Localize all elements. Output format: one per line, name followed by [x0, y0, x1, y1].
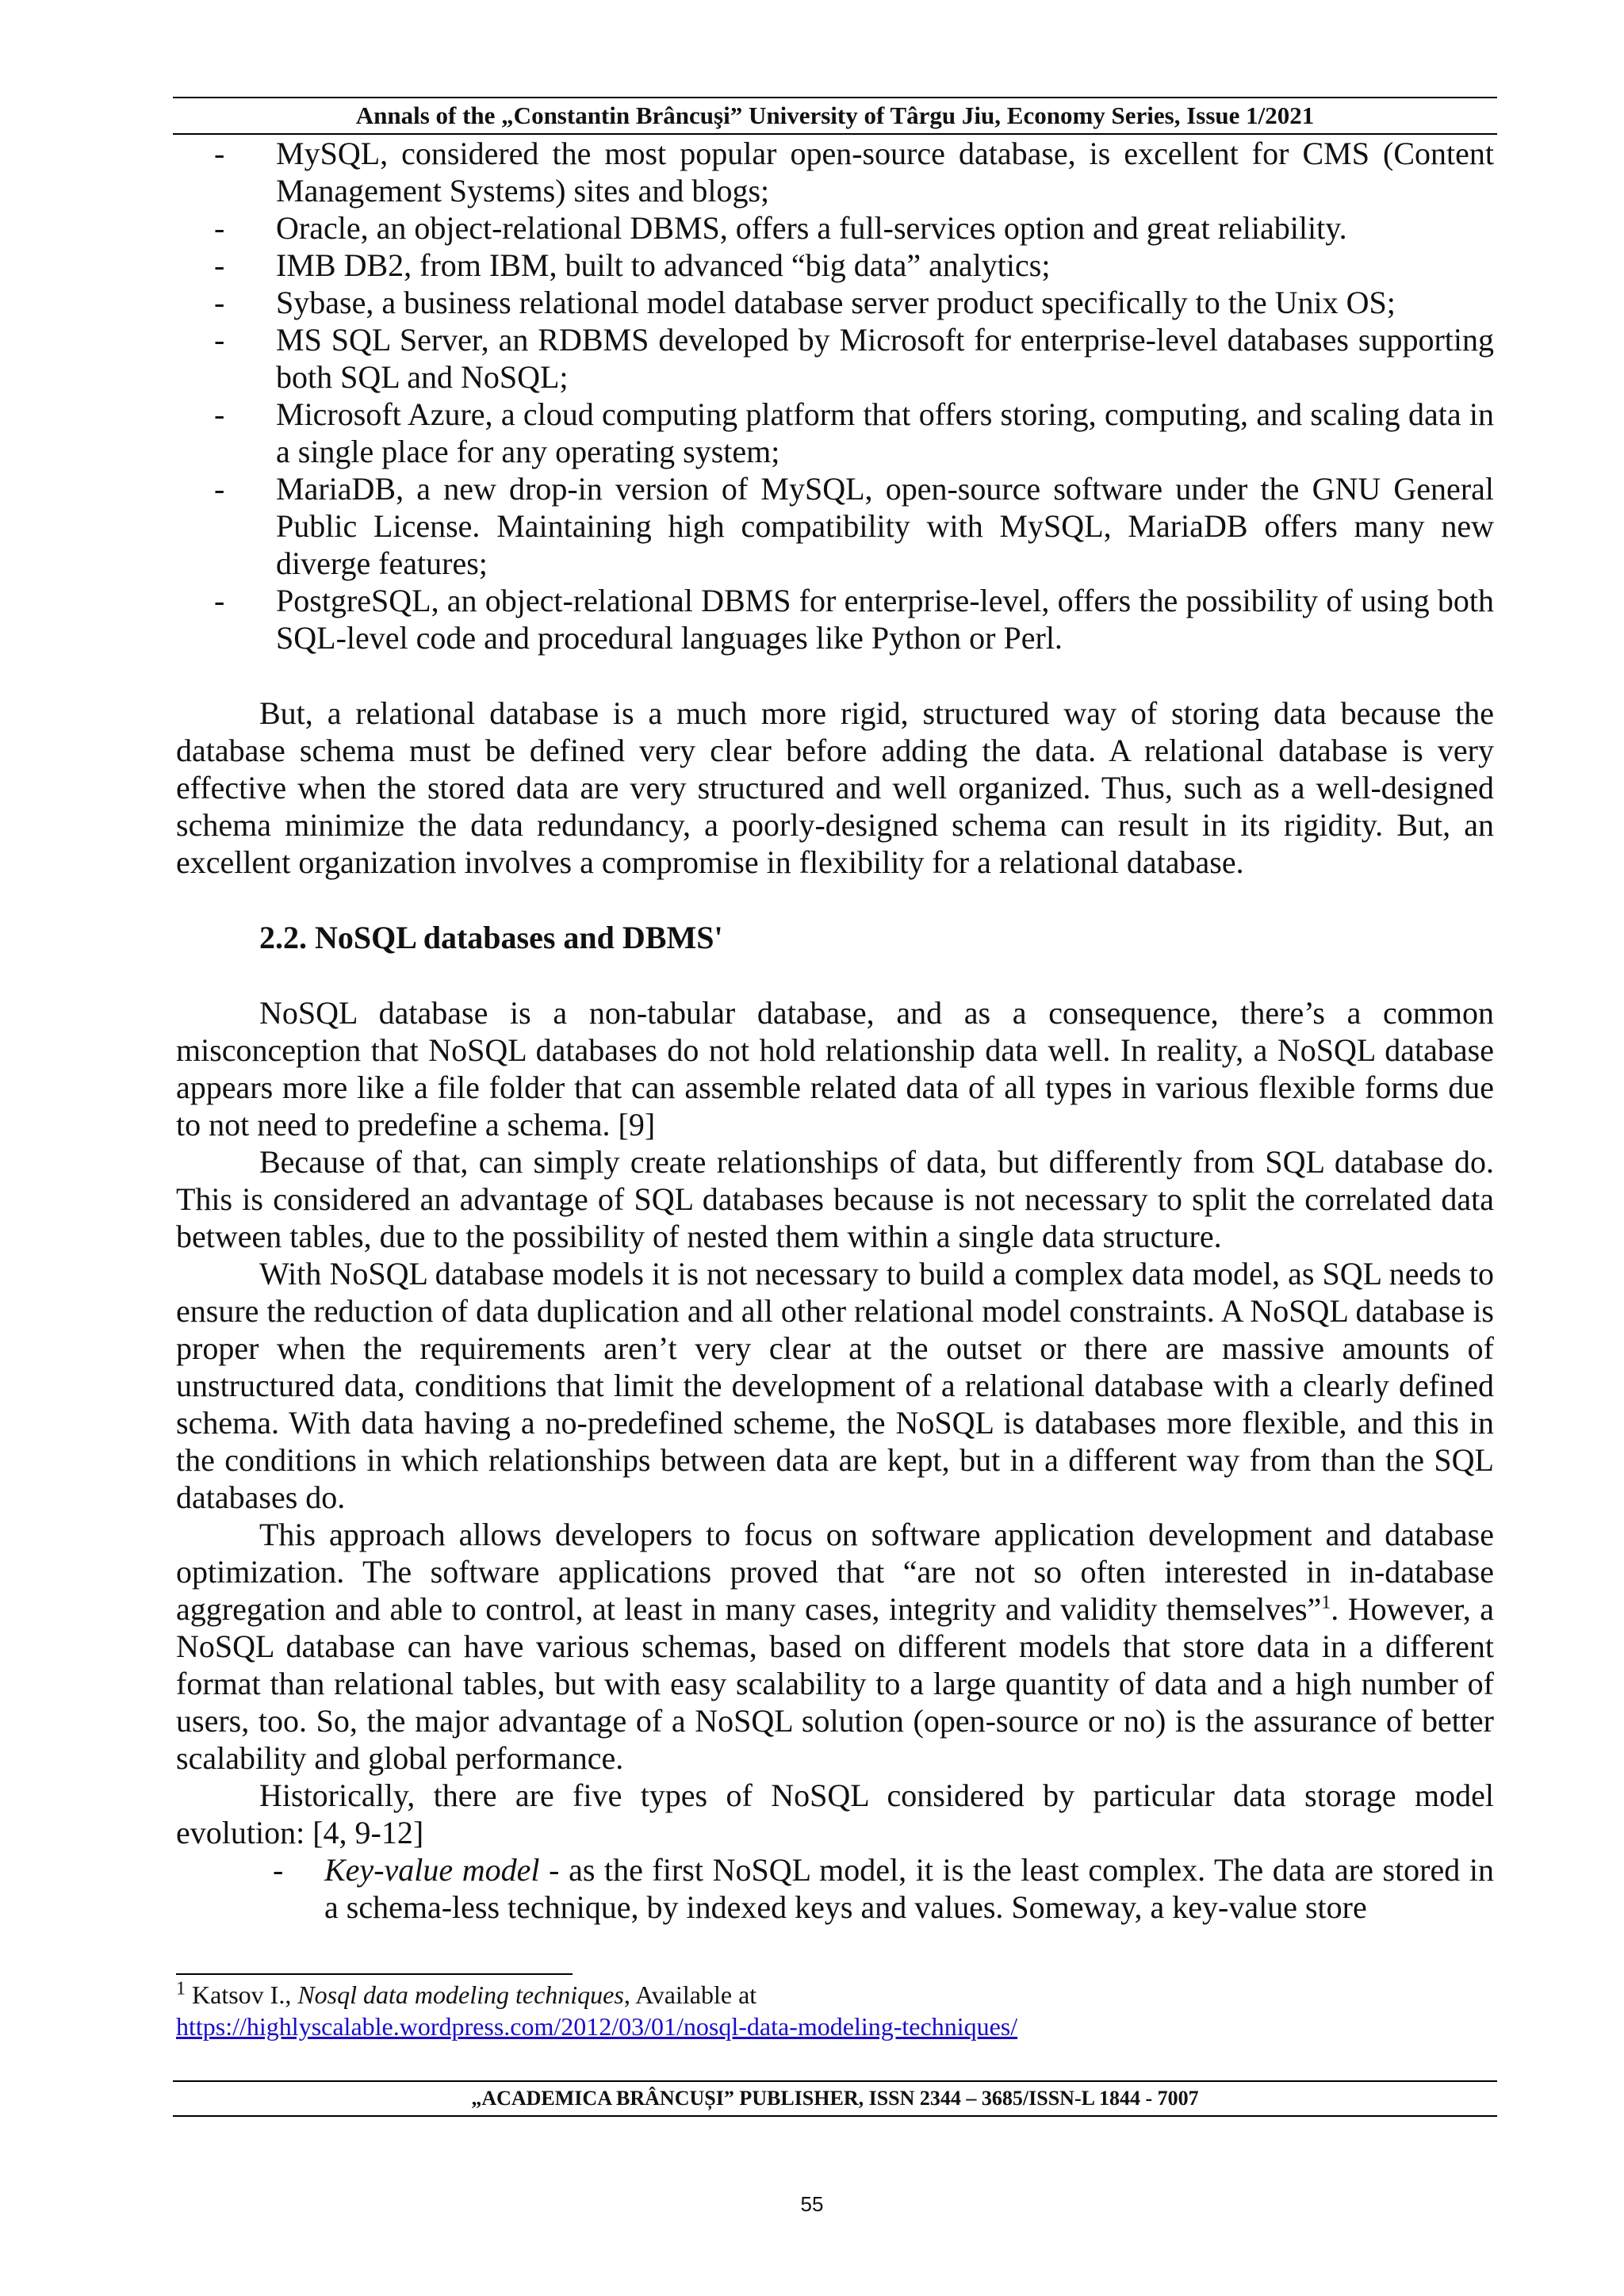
list-item: - MySQL, considered the most popular open-source database, is excellent for CMS (Content Management Systems) sites and blogs;: [214, 136, 1494, 209]
section-heading: 2.2. NoSQL databases and DBMS': [259, 920, 723, 955]
body-text: [176, 135, 1494, 1926]
list-dash: -: [214, 322, 225, 358]
running-footer: „ACADEMICA BRÂNCUȘI” PUBLISHER, ISSN 2344 – 3685/ISSN-L 1844 - 7007: [173, 2080, 1497, 2117]
list-dash: -: [214, 583, 225, 618]
page-number: 55: [800, 2192, 824, 2216]
footnote-rule: [176, 1973, 573, 1975]
list-item: - IMB DB2, from IBM, built to advanced “big data” analytics;: [214, 247, 1051, 283]
list-item: - PostgreSQL, an object-relational DBMS for enterprise-level, offers the possibility of using both SQL-level code and procedural languages like Python or Perl.: [214, 583, 1494, 656]
footnote-reference[interactable]: 1: [1321, 1592, 1331, 1613]
paragraph-nosql-3: With NoSQL database models it is not necessary to build a complex data model, as SQL needs to ensure the reduction of data duplication and all other relational model constraints. A NoSQL database is proper when the requirements aren’t very clear at the outset or there are massive amounts of unstructured data, conditions that limit the development of a relational database with a clearly defined schema. With data having a no-predefined scheme, the NoSQL is databases more flexible, and this in the conditions in which relationships between data are kept, but in a different way from than the SQL databases do.: [176, 1256, 1494, 1515]
list-dash: -: [214, 247, 225, 283]
list-dash: -: [214, 471, 225, 507]
paragraph-relational: But, a relational database is a much more rigid, structured way of storing data because the database schema must be defined very clear before adding the data. A relational database is very effective when the stored data are very structured and well organized. Thus, such as a well-designed schema minimize the data redundancy, a poorly-designed schema can result in its rigidity. But, an excellent organization involves a compromise in flexibility for a relational database.: [176, 695, 1494, 880]
list-item: - Sybase, a business relational model database server product specifically to the Unix OS;: [214, 285, 1396, 320]
list-dash: -: [214, 285, 225, 320]
footnote: $^1$ Katsov I., Nosql data modeling techniques, Available at https://highlyscalable.wordpress.com/2012/03/01/nosql-data-modeling-techniques/: [176, 1978, 1018, 2041]
list-dash: -: [214, 136, 225, 171]
nosql-models-list: [176, 1851, 1494, 1926]
list-dash: -: [214, 396, 225, 432]
list-dash: -: [273, 1852, 284, 1888]
footnote-number: 1: [176, 1978, 186, 1999]
running-header: Annals of the „Constantin Brâncuşi” University of Târgu Jiu, Economy Series, Issue 1/2021: [173, 97, 1497, 135]
paragraph-nosql-2: Because of that, can simply create relationships of data, but differently from SQL database do. This is considered an advantage of SQL databases because is not necessary to split the correlated data between tables, due to the possibility of nested them within a single data structure.: [176, 1144, 1494, 1254]
list-item: - Key-value model - as the first NoSQL model, it is the least complex. The data are stored in a schema-less technique, by indexed keys and values. Someway, a key-value store: [273, 1852, 1494, 1925]
paragraph-nosql-1: NoSQL database is a non-tabular database, and as a consequence, there’s a common misconception that NoSQL databases do not hold relationship data well. In reality, a NoSQL database appears more like a file folder that can assemble related data of all types in various flexible forms due to not need to predefine a schema. [9]: [176, 995, 1494, 1142]
list-dash: -: [214, 210, 225, 246]
paragraph-nosql-4: This approach allows developers to focus on software application development and database optimization. The software applications proved that “are not so often interested in in-database aggregation and able to control, at least in many cases, integrity and validity themselves”$^1$. However, a NoSQL database can have various schemas, based on different models that store data in a different format than relational tables, but with easy scalability to a large quantity of data and a high number of users, too. So, the major advantage of a NoSQL solution (open-source or no) is the assurance of better scalability and global performance.: [176, 1517, 1494, 1776]
dbms-list: [176, 135, 1494, 656]
list-item: - Oracle, an object-relational DBMS, offers a full-services option and great reliability.: [214, 210, 1347, 246]
footnote-link[interactable]: https://highlyscalable.wordpress.com/2012/03/01/nosql-data-modeling-techniques/: [176, 2012, 1018, 2041]
paragraph-nosql-5: Historically, there are five types of NoSQL considered by particular data storage model evolution: [4, 9-12]: [176, 1777, 1494, 1850]
model-term: Key-value model: [324, 1852, 540, 1888]
list-item: - MS SQL Server, an RDBMS developed by Microsoft for enterprise-level databases supporting both SQL and NoSQL;: [214, 322, 1494, 395]
list-item: - MariaDB, a new drop-in version of MySQL, open-source software under the GNU General Public License. Maintaining high compatibility with MySQL, MariaDB offers many new diverge features;: [214, 471, 1494, 581]
list-item: - Microsoft Azure, a cloud computing platform that offers storing, computing, and scaling data in a single place for any operating system;: [214, 396, 1494, 469]
